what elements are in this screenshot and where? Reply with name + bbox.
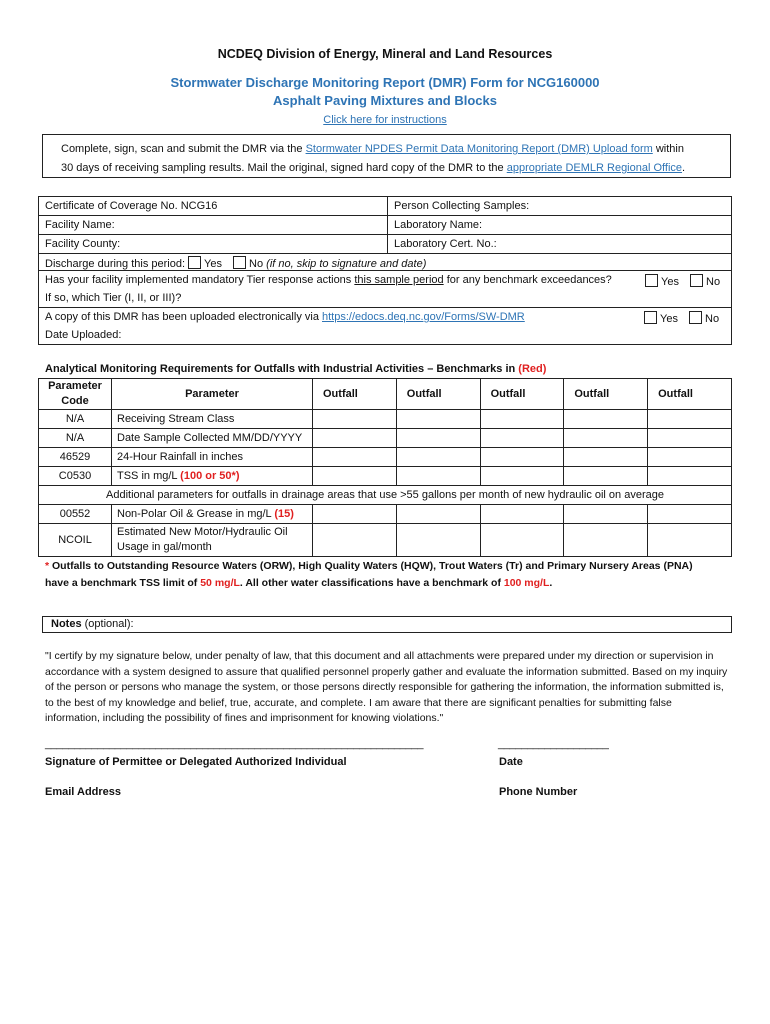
benchmark-footnote: [45, 560, 693, 572]
outfall-cell[interactable]: [313, 410, 397, 429]
orw-tss-limit: 50 mg/L: [200, 577, 240, 589]
notes-field[interactable]: [42, 616, 732, 633]
person-collecting-field[interactable]: Person Collecting Samples:: [388, 197, 732, 216]
table-row: [39, 448, 732, 467]
instructions-text: within: [652, 143, 684, 155]
param-code: C0530: [39, 467, 112, 486]
signature-label: Signature of Permittee or Delegated Authorized Individual: [45, 756, 347, 768]
footnote-text: .: [549, 577, 553, 589]
outfall-cell[interactable]: [564, 524, 648, 557]
date-label: Date: [499, 756, 523, 768]
instructions-text: Complete, sign, scan and submit the DMR via the: [61, 143, 306, 155]
yes-label: Yes: [204, 258, 222, 270]
param-code: 00552: [39, 505, 112, 524]
outfall-cell[interactable]: [648, 505, 732, 524]
divider: [38, 270, 732, 271]
outfall-cell[interactable]: [564, 467, 648, 486]
outfall-cell[interactable]: [564, 429, 648, 448]
standard-tss-limit: 100 mg/L: [503, 577, 550, 589]
param-name-l1: Estimated New Motor/Hydraulic Oil: [117, 526, 288, 538]
param-name: [112, 467, 313, 486]
outfall-cell[interactable]: [648, 524, 732, 557]
outfall-cell[interactable]: [564, 505, 648, 524]
analytical-title-text: Analytical Monitoring Requirements for Outfalls with Industrial Activities – Benchmarks in: [45, 363, 519, 375]
block-right-border: [731, 253, 732, 345]
discharge-no-checkbox[interactable]: [233, 256, 246, 269]
outfall-cell[interactable]: [564, 448, 648, 467]
no-label: No: [249, 258, 264, 270]
phone-label: Phone Number: [499, 786, 578, 798]
signature-line[interactable]: _________________________________________________________________: [45, 738, 424, 750]
param-name: [112, 524, 313, 557]
upload-row: [45, 311, 525, 323]
outfall-cell[interactable]: [313, 429, 397, 448]
param-name: Receiving Stream Class: [112, 410, 313, 429]
benchmark-legend: (Red): [518, 363, 547, 375]
tss-benchmark: (100 or 50*): [180, 470, 240, 482]
tier-question-underlined: this sample period: [354, 274, 444, 286]
laboratory-name-field[interactable]: Laboratory Name:: [388, 216, 732, 235]
outfall-cell[interactable]: [480, 429, 564, 448]
outfall-cell[interactable]: [396, 448, 480, 467]
param-name: Date Sample Collected MM/DD/YYYY: [112, 429, 313, 448]
param-code-header: [39, 379, 112, 410]
outfall-header: Outfall: [564, 379, 648, 410]
param-code: NCOIL: [39, 524, 112, 557]
param-code: N/A: [39, 410, 112, 429]
certification-statement: "I certify by my signature below, under penalty of law, that this document and all attachments were prepared under my direction or supervision in accordance with a system designed to assure that qualified personnel properly gather and evaluate the information submitted. Based on my inquiry of the person or persons who manage the system, or those persons directly responsible for gathering the information, the information submitted is, to the best of my knowledge and belief, true, accurate, and complete. I am aware that there are significant penalties for submitting false information, including the possibility of fines and imprisonment for knowing violations.": [45, 650, 728, 724]
instructions-text: 30 days of receiving sampling results. Mail the original, signed hard copy of the DMR to the: [61, 162, 507, 174]
param-name-text: TSS in mg/L: [117, 470, 181, 482]
upload-no-checkbox[interactable]: [689, 311, 702, 324]
outfall-cell[interactable]: [313, 505, 397, 524]
table-row: [39, 467, 732, 486]
tier-which-field[interactable]: If so, which Tier (I, II, or III)?: [45, 292, 182, 304]
table-row: [39, 505, 732, 524]
outfall-header: Outfall: [396, 379, 480, 410]
form-subtitle: Asphalt Paving Mixtures and Blocks: [273, 93, 497, 108]
outfall-header: Outfall: [480, 379, 564, 410]
instructions-text: .: [682, 162, 686, 174]
discharge-row: [45, 256, 426, 270]
email-label: Email Address: [45, 786, 122, 798]
yes-label: Yes: [660, 313, 678, 325]
no-label: No: [705, 313, 720, 325]
parameter-header: Parameter: [112, 379, 313, 410]
discharge-yes-checkbox[interactable]: [188, 256, 201, 269]
form-title: Stormwater Discharge Monitoring Report (DMR) Form for NCG160000: [170, 75, 600, 90]
notes-suffix: (optional):: [81, 618, 134, 630]
outfall-cell[interactable]: [648, 429, 732, 448]
no-label: No: [706, 276, 721, 288]
outfall-cell[interactable]: [564, 410, 648, 429]
facility-name-field[interactable]: Facility Name:: [39, 216, 388, 235]
outfall-cell[interactable]: [480, 505, 564, 524]
outfall-cell[interactable]: [648, 410, 732, 429]
param-code-header-l2: Code: [61, 395, 89, 407]
outfall-cell[interactable]: [480, 524, 564, 557]
tier-yes-checkbox[interactable]: [645, 274, 658, 287]
param-name: [112, 505, 313, 524]
table-row: [39, 429, 732, 448]
discharge-label: Discharge during this period:: [45, 258, 186, 270]
tier-no-checkbox[interactable]: [690, 274, 703, 287]
outfall-cell[interactable]: [480, 467, 564, 486]
table-row: [39, 524, 732, 557]
notes-label: Notes: [51, 618, 82, 630]
oil-grease-benchmark: (15): [274, 508, 294, 520]
additional-params-note: Additional parameters for outfalls in drainage areas that use >55 gallons per month of new hydraulic oil on average: [39, 486, 732, 505]
upload-yes-checkbox[interactable]: [644, 311, 657, 324]
yes-label: Yes: [661, 276, 679, 288]
param-code: 46529: [39, 448, 112, 467]
outfall-cell[interactable]: [396, 467, 480, 486]
outfall-cell[interactable]: [480, 448, 564, 467]
facility-info-table: [38, 196, 732, 254]
outfall-cell[interactable]: [313, 467, 397, 486]
outfall-cell[interactable]: [396, 429, 480, 448]
dmr-upload-form-link[interactable]: Stormwater NPDES Permit Data Monitoring Report (DMR) Upload form: [305, 143, 653, 155]
divider: [38, 307, 732, 308]
monitoring-table: [38, 378, 732, 557]
tier-question-end: for any benchmark exceedances?: [443, 274, 612, 286]
discharge-note: (if no, skip to signature and date): [266, 258, 427, 270]
divider: [38, 344, 732, 345]
upload-question: A copy of this DMR has been uploaded electronically via: [45, 311, 322, 323]
outfall-cell[interactable]: [480, 410, 564, 429]
outfall-cell[interactable]: [313, 524, 397, 557]
edocs-link[interactable]: https://edocs.deq.nc.gov/Forms/SW-DMR: [322, 311, 525, 323]
outfall-header: Outfall: [648, 379, 732, 410]
benchmark-footnote-line2: [45, 577, 552, 589]
outfall-cell[interactable]: [396, 410, 480, 429]
date-uploaded-field[interactable]: Date Uploaded:: [45, 329, 122, 341]
outfall-cell[interactable]: [313, 448, 397, 467]
regional-office-link[interactable]: appropriate DEMLR Regional Office: [506, 162, 683, 174]
param-name-text: Non-Polar Oil & Grease in mg/L: [117, 508, 275, 520]
outfall-cell[interactable]: [648, 448, 732, 467]
date-line[interactable]: ___________________: [498, 738, 609, 750]
tier-row: [45, 274, 612, 286]
tier-question: Has your facility implemented mandatory Tier response actions: [45, 274, 355, 286]
param-name: 24-Hour Rainfall in inches: [112, 448, 313, 467]
footnote-star: *: [45, 560, 50, 572]
footnote-text: . All other water classifications have a benchmark of: [239, 577, 504, 589]
footnote-text: Outfalls to Outstanding Resource Waters (ORW), High Quality Waters (HQW), Trout Waters (Tr) and Primary Nursery Areas (PNA): [49, 560, 693, 572]
outfall-cell[interactable]: [396, 505, 480, 524]
table-row: [39, 410, 732, 429]
agency-heading: NCDEQ Division of Energy, Mineral and Land Resources: [217, 47, 553, 61]
submission-instructions: [42, 134, 731, 178]
lab-cert-field[interactable]: Laboratory Cert. No.:: [388, 235, 732, 254]
instructions-link[interactable]: Click here for instructions: [323, 114, 447, 126]
analytical-title: [45, 363, 546, 375]
param-name-l2: Usage in gal/month: [117, 541, 212, 553]
param-code: N/A: [39, 429, 112, 448]
outfall-cell[interactable]: [648, 467, 732, 486]
footnote-text: have a benchmark TSS limit of: [45, 577, 201, 589]
coc-field[interactable]: Certificate of Coverage No. NCG16: [39, 197, 388, 216]
facility-county-field[interactable]: Facility County:: [39, 235, 388, 254]
tier-checkboxes: [642, 274, 720, 288]
upload-checkboxes: [641, 311, 719, 325]
param-code-header-l1: Parameter: [48, 380, 102, 392]
outfall-cell[interactable]: [396, 524, 480, 557]
block-left-border: [38, 253, 39, 345]
outfall-header: Outfall: [313, 379, 397, 410]
